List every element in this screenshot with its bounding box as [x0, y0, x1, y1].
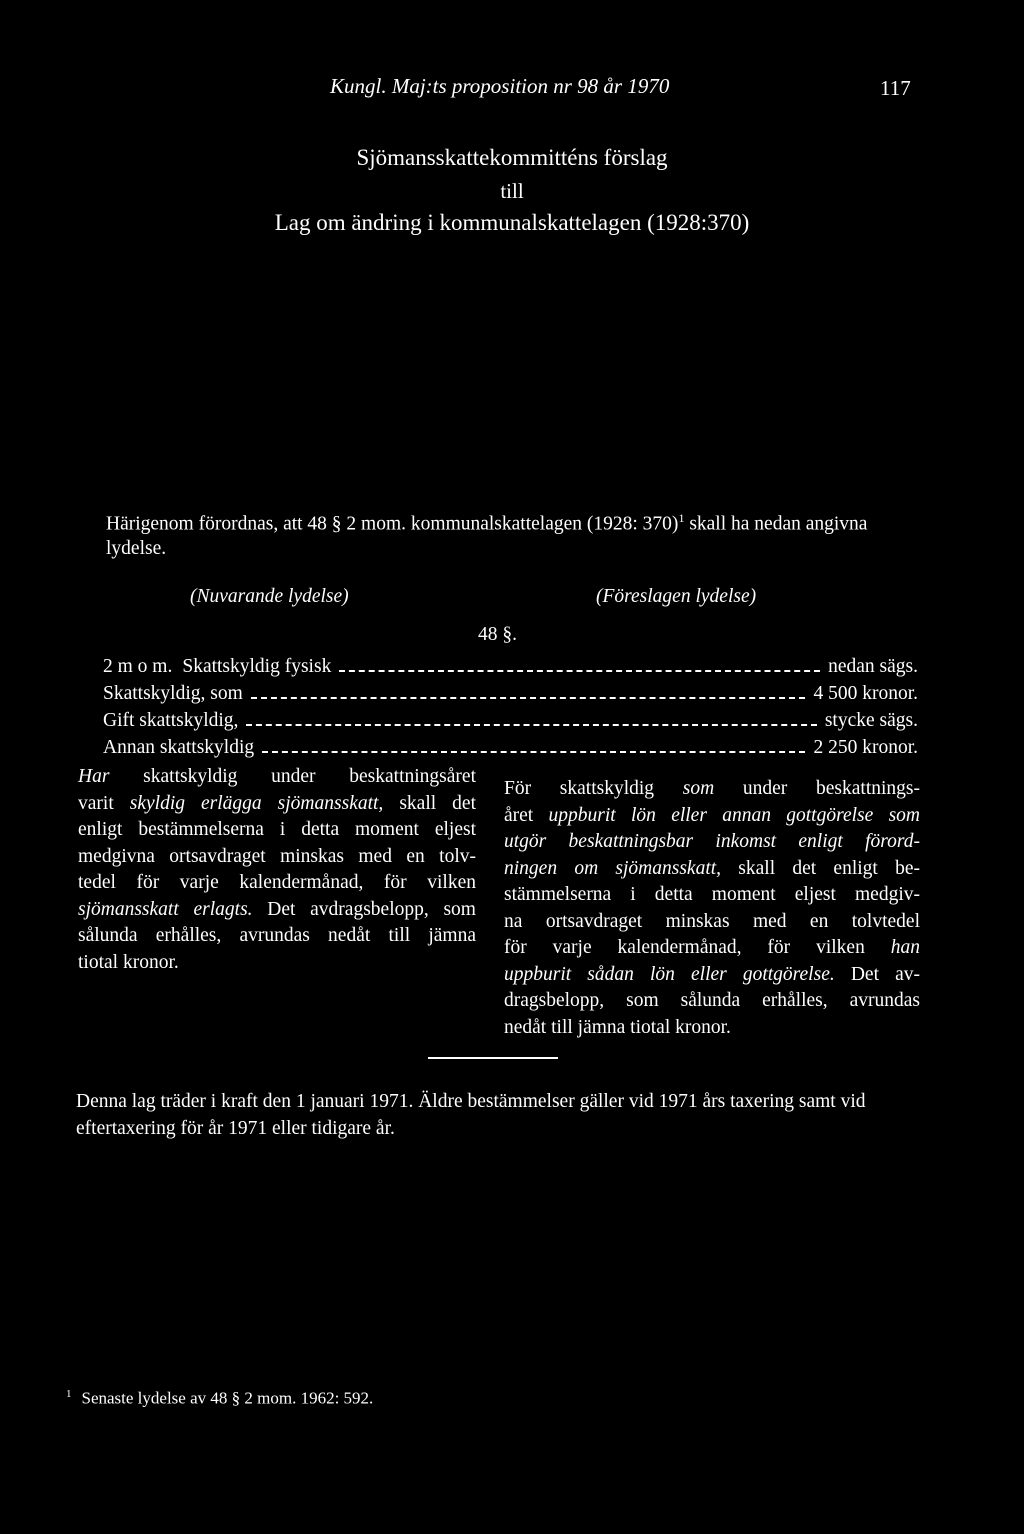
intro-text-a: Härigenom förordnas, att 48 § 2 mom. kommunalskattelagen (1928: 370) [106, 513, 679, 535]
shared-line-end: 2 250 kronor. [813, 737, 918, 758]
right-column-paragraph [504, 776, 920, 1041]
text-line: na ortsavdraget minskas med en tolvtedel [504, 910, 920, 932]
shared-line-text: Annan skattskyldig [103, 737, 255, 758]
elision-dashes [251, 697, 806, 699]
text-line: För skattskyldig som under beskattnings- [504, 778, 920, 799]
text-line: tedel för varje kalendermånad, för vilken [78, 872, 476, 893]
text-line: dragsbelopp, som sålunda erhålles, avrundas [504, 990, 920, 1011]
title-line-3: Lag om ändring i kommunalskattelagen (1928:370) [274, 210, 750, 235]
section-number: 48 §. [478, 624, 517, 645]
right-column-heading: (Föreslagen lydelse) [596, 586, 757, 607]
title-line-1: Sjömansskattekommitténs förslag [356, 145, 668, 170]
running-header: Kungl. Maj:ts proposition nr 98 år 1970 [330, 74, 670, 98]
shared-line-end: 4 500 kronor. [813, 683, 918, 704]
intro-footnote-mark: 1 [678, 511, 685, 525]
text-line: sjömansskatt erlagts. Det avdragsbelopp, som [78, 898, 476, 920]
emphasis: Har [78, 766, 110, 787]
elision-dashes [246, 724, 816, 726]
intro-paragraph [106, 506, 924, 561]
text-line-rest: skattskyldig under beskattningsåret [109, 766, 476, 787]
shared-line [103, 683, 918, 705]
separator-rule [428, 1057, 558, 1059]
left-column-heading: (Nuvarande lydelse) [190, 586, 349, 607]
text-line: varit skyldig erlägga sjömansskatt, skall det [78, 792, 476, 814]
moment-label: 2 m o m. [103, 656, 173, 677]
text-line: året uppburit lön eller annan gottgörelse som [504, 804, 920, 826]
text-line: medgivna ortsavdraget minskas med en tolv- [78, 845, 476, 867]
text-line: stämmelserna i detta moment eljest medgiv- [504, 884, 920, 905]
text-line: sålunda erhålles, avrundas nedåt till jämna [78, 925, 476, 946]
footnote-mark: 1 [66, 1388, 72, 1400]
text-line: ningen om sjömansskatt, skall det enligt be- [504, 857, 920, 879]
shared-line-text: Skattskyldig, som [103, 683, 243, 704]
intro-text-b: skall ha nedan angivna lydelse. [106, 513, 868, 559]
shared-line [103, 710, 918, 732]
text-line: enligt bestämmelserna i detta moment eljest [78, 819, 476, 840]
shared-line-end: nedan sägs. [828, 656, 918, 677]
footnote-text: Senaste lydelse av 48 § 2 mom. 1962: 592. [81, 1388, 374, 1408]
shared-line [103, 737, 918, 759]
shared-line-text: Skattskyldig fysisk [182, 656, 332, 677]
text-line: tiotal kronor. [78, 951, 179, 973]
text-line: utgör beskattningsbar inkomst enligt förord- [504, 831, 920, 852]
footnote [66, 1388, 373, 1409]
text-line [78, 764, 476, 791]
text-line: nedåt till jämna tiotal kronor. [504, 1016, 731, 1038]
text-line: uppburit sådan lön eller gottgörelse. Det av- [504, 963, 920, 985]
elision-dashes [262, 751, 805, 753]
shared-line-end: stycke sägs. [824, 710, 918, 731]
left-column-paragraph [78, 764, 476, 976]
elision-dashes [339, 670, 820, 672]
title-line-2: till [500, 179, 524, 203]
shared-line [103, 656, 918, 678]
page-number: 117 [880, 76, 911, 100]
closing-paragraph: Denna lag träder i kraft den 1 januari 1971. Äldre bestämmelser gäller vid 1971 års taxering samt vid eftertaxering för år 1971 eller tidigare år. [76, 1091, 866, 1139]
text-line: för varje kalendermånad, för vilken han [504, 937, 920, 958]
shared-line-text: Gift skattskyldig, [103, 710, 239, 731]
